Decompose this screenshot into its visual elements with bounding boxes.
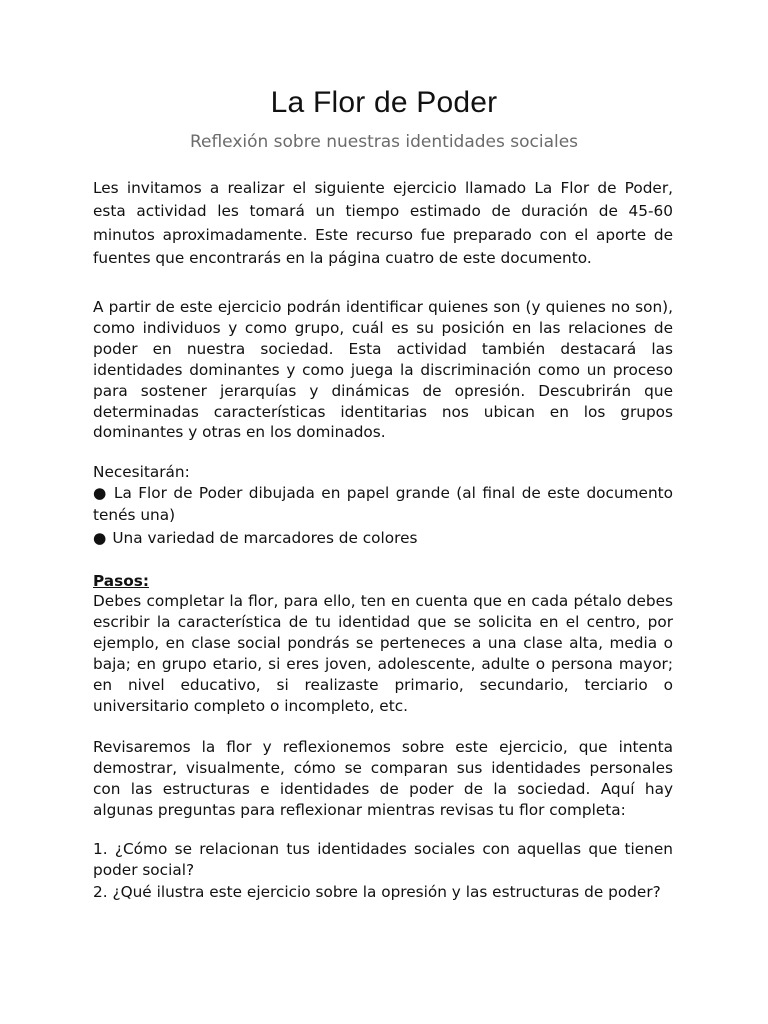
intro-paragraph-1: Les invitamos a realizar el siguiente ejercicio llamado La Flor de Poder, esta actividad les tomará un tiempo estimado de duración de 45-60 minutos aproximadamente. Este recurso fue preparado con el aporte de fuentes que encontrarás en la página cuatro de este documento. — [93, 179, 673, 268]
steps-heading: Pasos: — [93, 572, 149, 590]
review-paragraph: Revisaremos la flor y reflexionemos sobre este ejercicio, que intenta demostrar, visualmente, cómo se comparan sus identidades personales con las estructuras e identidades de poder de la sociedad. Aquí hay algunas preguntas para reflexionar mientras revisas tu flor completa: — [93, 738, 673, 819]
needs-list-item — [93, 483, 673, 526]
reflection-question: 2. ¿Qué ilustra este ejercicio sobre la opresión y las estructuras de poder? — [93, 883, 661, 901]
reflection-question: 1. ¿Cómo se relacionan tus identidades sociales con aquellas que tienen poder social? — [93, 840, 673, 880]
needs-item-text: La Flor de Poder dibujada en papel grande (al final de este documento tenés una) — [93, 484, 673, 524]
bullet-icon: ● — [93, 529, 107, 547]
steps-paragraph: Debes completar la flor, para ello, ten en cuenta que en cada pétalo debes escribir la característica de tu identidad que se solicita en el centro, por ejemplo, en clase social pondrás se perteneces a una clase alta, media o baja; en grupo etario, si eres joven, adolescente, adulte o persona mayor; en nivel educativo, si realizaste primario, secundario, terciario o universitario completo o incompleto, etc. — [93, 592, 673, 715]
intro-paragraph-2: A partir de este ejercicio podrán identificar quienes son (y quienes no son), como individuos y como grupo, cuál es su posición en las relaciones de poder en nuestra sociedad. Esta actividad también destacará las identidades dominantes y como juega la discriminación como un proceso para sostener jerarquías y dinámicas de opresión. Descubrirán que determinadas características identitarias nos ubican en los grupos dominantes y otras en los dominados. — [93, 298, 673, 442]
needs-heading: Necesitarán: — [93, 463, 190, 481]
needs-item-text: Una variedad de marcadores de colores — [112, 529, 418, 547]
bullet-icon: ● — [93, 484, 108, 502]
document-title: La Flor de Poder — [270, 86, 498, 119]
needs-list-item — [93, 528, 673, 549]
document-subtitle: Reflexión sobre nuestras identidades sociales — [189, 132, 579, 152]
